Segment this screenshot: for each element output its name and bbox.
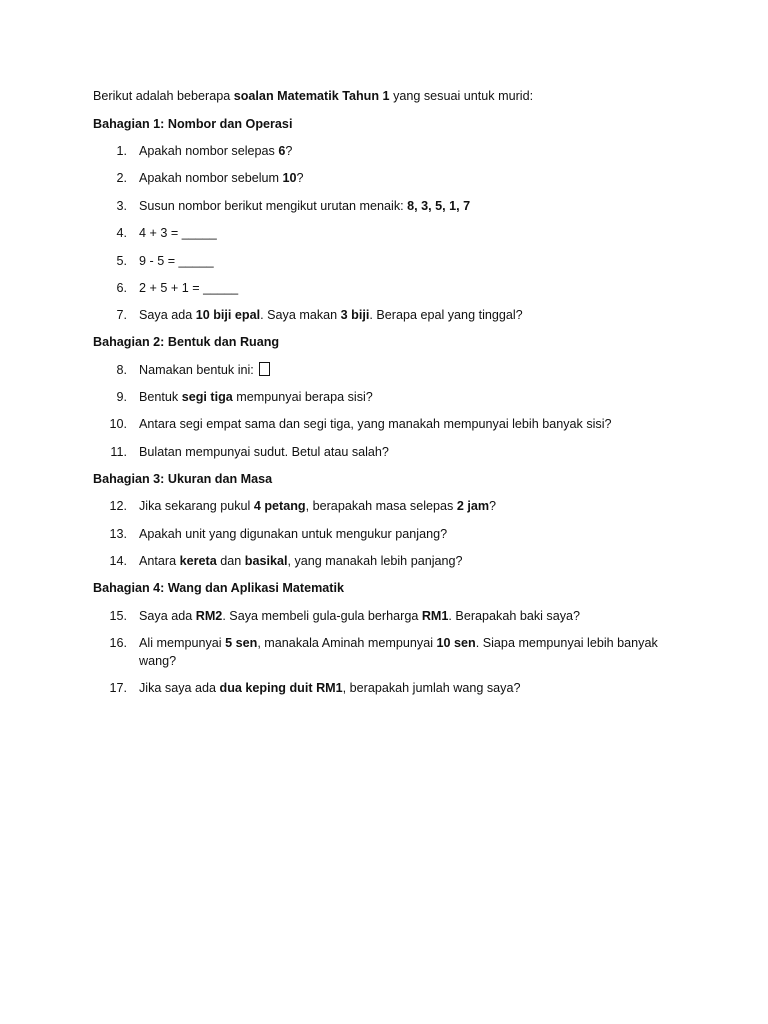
- question-number: 3.: [116, 199, 127, 213]
- question-text: Jika sekarang pukul 4 petang, berapakah masa selepas 2 jam?: [139, 499, 497, 513]
- question-number: 9.: [116, 390, 127, 404]
- question-number: 6.: [116, 281, 127, 295]
- intro-paragraph: [93, 88, 533, 104]
- question-number: 7.: [116, 308, 127, 322]
- question-text: Susun nombor berikut mengikut urutan menaik: 8, 3, 5, 1, 7: [139, 199, 471, 213]
- question-text: Bulatan mempunyai sudut. Betul atau salah?: [139, 445, 389, 459]
- question-text: Antara segi empat sama dan segi tiga, yang manakah mempunyai lebih banyak sisi?: [139, 417, 612, 431]
- question-number: 8.: [116, 363, 127, 377]
- section-heading-3: Bahagian 3: Ukuran dan Masa: [93, 472, 273, 486]
- question-number: 13.: [109, 527, 127, 541]
- section-heading-1: Bahagian 1: Nombor dan Operasi: [93, 117, 293, 131]
- question-number: 1.: [116, 144, 127, 158]
- question-text: Apakah unit yang digunakan untuk mengukur panjang?: [139, 527, 448, 541]
- question-number: 16.: [109, 636, 127, 650]
- question-number: 17.: [109, 681, 127, 695]
- question-text: 4 + 3 = _____: [139, 226, 217, 240]
- question-number: 2.: [116, 171, 127, 185]
- question-text: Apakah nombor sebelum 10?: [139, 171, 304, 185]
- question-text: Namakan bentuk ini:: [139, 361, 679, 379]
- missing-glyph-box-icon: [259, 362, 270, 376]
- question-number: 10.: [109, 417, 127, 431]
- question-number: 14.: [109, 554, 127, 568]
- question-text: Apakah nombor selepas 6?: [139, 144, 293, 158]
- intro-text: Berikut adalah beberapa: [93, 89, 234, 103]
- section-heading-4: Bahagian 4: Wang dan Aplikasi Matematik: [93, 581, 344, 595]
- question-text: Jika saya ada dua keping duit RM1, berapakah jumlah wang saya?: [139, 681, 521, 695]
- question-number: 5.: [116, 254, 127, 268]
- intro-bold-text: soalan Matematik Tahun 1: [233, 89, 390, 103]
- question-number: 12.: [109, 499, 127, 513]
- question-text: Saya ada RM2. Saya membeli gula-gula berharga RM1. Berapakah baki saya?: [139, 609, 581, 623]
- question-text: Bentuk segi tiga mempunyai berapa sisi?: [139, 390, 373, 404]
- question-text: Saya ada 10 biji epal. Saya makan 3 biji. Berapa epal yang tinggal?: [139, 308, 523, 322]
- section-heading-2: Bahagian 2: Bentuk dan Ruang: [93, 335, 280, 349]
- question-text: Ali mempunyai 5 sen, manakala Aminah mempunyai 10 sen. Siapa mempunyai lebih banyak wang?: [139, 636, 658, 668]
- question-text: Antara kereta dan basikal, yang manakah lebih panjang?: [139, 554, 463, 568]
- question-text: 2 + 5 + 1 = _____: [139, 281, 239, 295]
- question-number: 4.: [116, 226, 127, 240]
- intro-text-end: yang sesuai untuk murid:: [389, 89, 534, 103]
- question-number: 15.: [109, 609, 127, 623]
- question-text: 9 - 5 = _____: [139, 254, 214, 268]
- question-number: 11.: [110, 445, 127, 459]
